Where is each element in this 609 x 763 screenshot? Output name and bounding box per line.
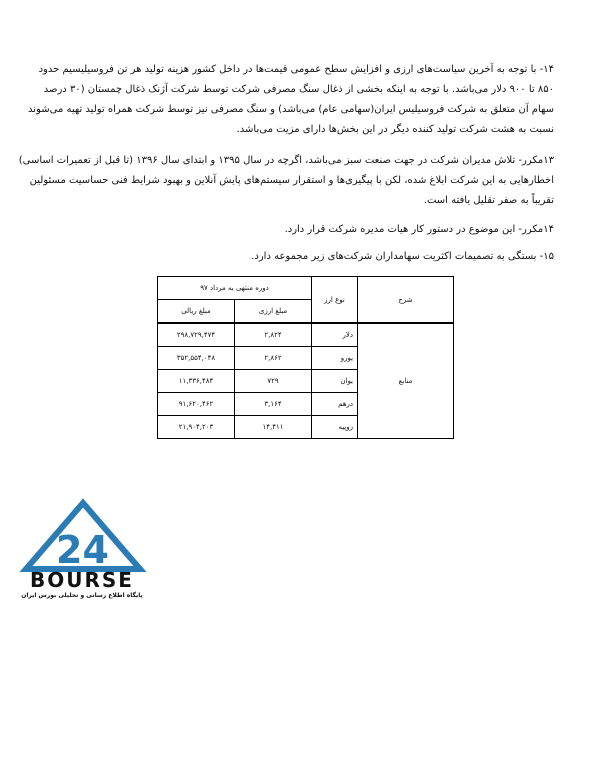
fx-cell: ۱۴,۴۱۱ bbox=[235, 416, 312, 439]
header-period: دوره منتهی به مرداد ۹۷ bbox=[158, 277, 312, 300]
paragraph-line: نسبت به هشت شرکت تولید کننده دیگر در این بخش‌ها دارای مزیت می‌باشد. bbox=[236, 124, 554, 135]
paragraph-line: ۱۴مکرر- این موضوع در دستور کار هیات مدیره شرکت قرار دارد. bbox=[284, 224, 554, 235]
table-row bbox=[158, 323, 454, 347]
fx-cell: ۳,۱۶۴ bbox=[235, 393, 312, 416]
currency-table bbox=[157, 276, 454, 439]
currency-cell: یورو bbox=[312, 347, 358, 370]
logo-subtitle: پایگاه اطلاع رسانی و تحلیلی بورس ایران bbox=[21, 592, 143, 599]
logo-number: 24 bbox=[56, 528, 109, 572]
header-fx-amount: مبلغ ارزی bbox=[235, 300, 312, 324]
currency-cell: روپیه bbox=[312, 416, 358, 439]
paragraph-line: اخطارهایی به این شرکت ابلاغ شده، لکن با پیگیری‌ها و استقرار سیستم‌های پایش آنلاین و بهبود شرایط فنی حساسیت مسئولین bbox=[29, 175, 554, 186]
rial-cell: ۳۵۲,۵۵۴,۰۴۸ bbox=[158, 347, 235, 370]
rial-cell: ۱۱,۳۳۶,۴۸۴ bbox=[158, 370, 235, 393]
currency-cell: یوان bbox=[312, 370, 358, 393]
paragraph-line: سهام آن متعلق به شرکت فروسیلیس ایران(سهامی عام) می‌باشد) و سنگ مصرفی نیز توسط شرکت همراه تولید تهیه می‌شوند bbox=[28, 104, 554, 115]
paragraph-14 bbox=[28, 60, 554, 140]
paragraph-line: ۱۵- بستگی به تصمیمات اکثریت سهامداران شرکت‌های زیر مجموعه دارد. bbox=[251, 251, 554, 262]
fx-cell: ۷۲۹ bbox=[235, 370, 312, 393]
rial-cell: ۲۹۸,۷۲۹,۴۷۴ bbox=[158, 323, 235, 347]
currency-cell: دلار bbox=[312, 323, 358, 347]
header-rial-amount: مبلغ ریالی bbox=[158, 300, 235, 324]
rial-cell: ۲۱,۹۰۴,۲۰۳ bbox=[158, 416, 235, 439]
rial-cell: ۹۱,۶۲۰,۴۶۲ bbox=[158, 393, 235, 416]
table-header-row bbox=[158, 277, 454, 300]
paragraph-line: ۱۳مکرر- تلاش مدیران شرکت در جهت صنعت سبز می‌باشد، اگرچه در سال ۱۳۹۵ و ابتدای سال ۱۳۹۶ (تا قبل از تعمیرات اساسی) bbox=[18, 155, 554, 166]
header-desc: شرح bbox=[358, 277, 454, 324]
paragraph-15 bbox=[56, 247, 554, 267]
paragraph-line: ۱۴- با توجه به آخرین سیاست‌های ارزی و افزایش سطح عمومی قیمت‌ها در داخل کشور هزینه تولید هر تن فروسیلیسیم حدود bbox=[38, 64, 554, 75]
row-label: منابع bbox=[358, 323, 454, 439]
fx-cell: ۲,۸۶۲ bbox=[235, 347, 312, 370]
paragraph-13-repeat bbox=[18, 151, 554, 211]
currency-cell: درهم bbox=[312, 393, 358, 416]
fx-cell: ۲,۸۲۴ bbox=[235, 323, 312, 347]
paragraph-line: تقریباً به صفر تقلیل یافته است. bbox=[423, 195, 554, 206]
header-currency: نوع ارز bbox=[312, 277, 358, 324]
paragraph-line: ۸۵۰ تا ۹۰۰ دلار می‌باشد. با توجه به اینکه بخشی از ذغال سنگ مصرفی شرکت توسط شرکت آژنک ذغال چمستان (۳۰ درصد bbox=[43, 84, 554, 95]
logo-wordmark: BOURSE bbox=[30, 568, 134, 592]
paragraph-14-repeat bbox=[56, 220, 554, 240]
